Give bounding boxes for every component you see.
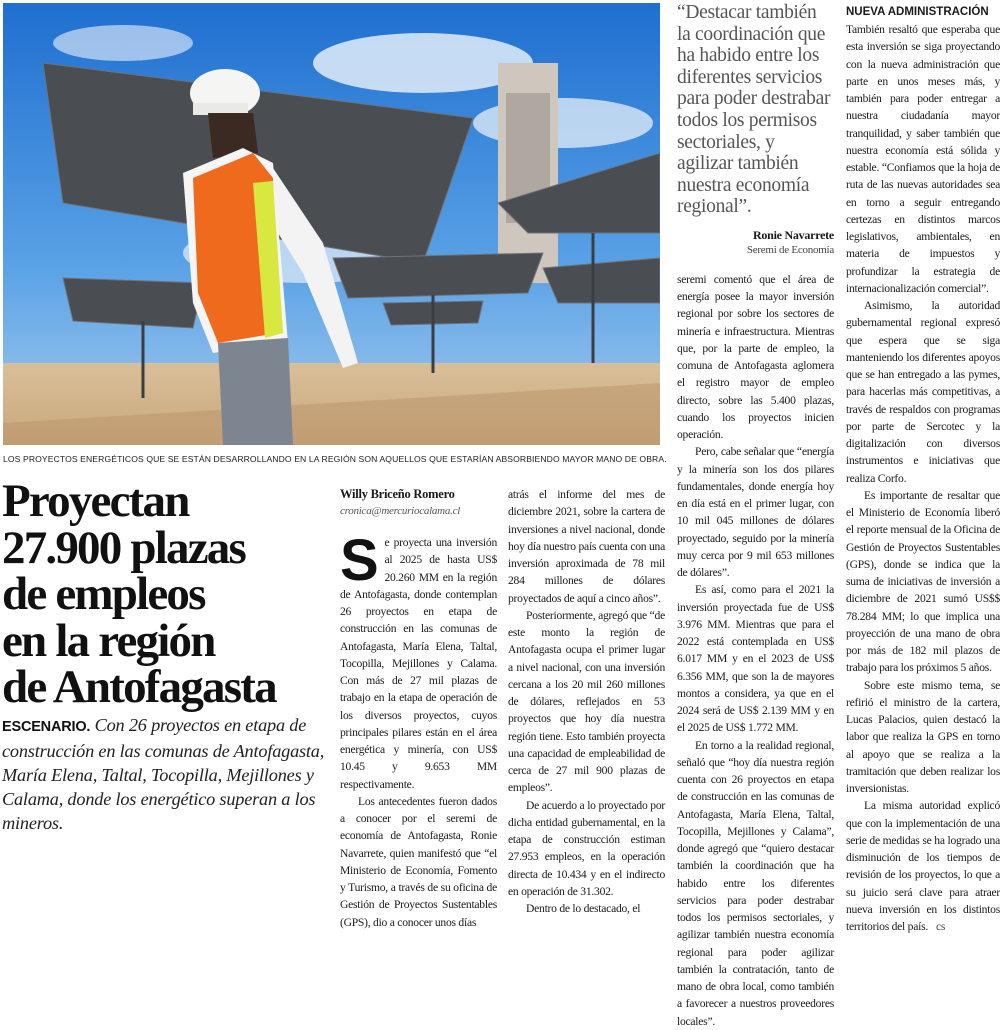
body-paragraph: Asimismo, la autoridad gubernamental regional expresó que espera que se siga manteniendo los diferentes apoyos que se han entregado a las pymes, para hacerlas más competitivas, a través de respaldos con programas por parte de Sercotec y la digitalización con diversos instrumentos e iniciativas que realiza Corfo. [846, 299, 1000, 485]
article-column-4 [846, 4, 1000, 935]
article-column-3 [677, 0, 834, 1030]
headline-line: Proyectan [2, 475, 189, 527]
lead-text: Con 26 proyectos en etapa de construcción en las comunas de Antofagasta, María Elena, Taltal, Tocopilla, Mejillones y Calama, donde los energético superan a los mineros. [2, 715, 325, 833]
body-paragraph: Es importante de resaltar que el Ministerio de Economía liberó el reporte mensual de la Oficina de Gestión de Proyectos Sustentables (GPS), donde se indica que la suma de iniciativas de inversión a diciembre de 2021 sumó US$$ 78.284 MM; lo que implica una proyección de una mano de obra por más de 182 mil plazos de trabajo para los próximos 5 años. [846, 488, 1000, 675]
solar-plant-worker-photo [3, 3, 660, 445]
body-paragraph: Posteriormente, agregó que “de este monto la región de Antofagasta ocupa el primer lugar a nivel nacional, con una inversión cercana a los 20 mil 260 millones de dólares, reflejados en 53 proyectos que hoy día nuestra región tiene. Esto también proyecta una capacidad de empleabilidad de cerca de 27 mil 900 plazas de empleos”. [508, 608, 665, 795]
body-paragraph [340, 528, 497, 793]
body-paragraph: Dentro de lo destacado, el [526, 902, 641, 915]
headline-line: de empleos [2, 568, 205, 620]
body-paragraph: Pero, cabe señalar que “energía y la minería son los dos pilares fundamentales, donde energía hoy en día está en el primer lugar, con 10 mil 045 millones de dólares proyectado, seguido por la minería muy cerca por 9 mil 653 millones de dólares”. [677, 445, 834, 580]
body-text: e proyecta una inversión al 2025 de hasta US$ 20.260 MM en la región de Antofagasta, donde contemplan 26 proyectos en etapa de construcción en las comunas de Antofagasta, María Elena, Taltal, Tocopilla, Mejillones y Calama. Con más de 27 mil plazas de trabajo en la etapa de operación de los diversos proyectos, cuyos principales pilares están en el área energética y minería, con US$ 10.45 y 9.653 MM respectivamente. [340, 536, 497, 791]
lead-paragraph [2, 713, 327, 835]
article-column-2 [508, 486, 665, 917]
drop-cap: S [340, 528, 379, 593]
body-paragraph: En torno a la realidad regional, señaló que “hoy día nuestra región cuenta con 26 proyectos en etapa de construcción en las comunas de Antofagasta, María Elena, Taltal, Tocopilla, Mejillones y Calama”, donde agregó que “quiero destacar también la coordinación que ha habido entre los diferentes servicios para poder destrabar todos los permisos sectoriales, y agilizar también nuestra economía regional para poder agilizar también la contratación, tanto de mano de obra local, como también a favorecer a nuestros proveedores locales”. [677, 738, 834, 1028]
body-paragraph: atrás el informe del mes de diciembre 2021, sobre la cartera de inversiones a nivel nacional, donde hoy día nuestro país cuenta con una inversión aproximada de 78 mil 284 millones de dólares proyectados de aquí a cinco años”. [508, 488, 665, 605]
article-photo [3, 3, 660, 445]
headline [2, 475, 337, 713]
pull-quote-role: Seremi de Economía [746, 243, 834, 256]
body-paragraph: Los antecedentes fueron dados a conocer por el seremi de economía de Antofagasta, Ronie Navarrete, quien manifestó que “el Ministerio de Economía, Fomento y Turismo, a través de su oficina de Gestión de Proyectos Sustentables (GPS), dio a conocer unos días [340, 794, 497, 929]
pull-quote-name: Ronie Navarrete [753, 227, 834, 242]
headline-line: 27.900 plazas [2, 521, 245, 574]
body-paragraph: De acuerdo a lo proyectado por dicha entidad gubernamental, en la etapa de construcción estiman 27.953 empleos, en la operación directa de 10.434 y en el indirecto en operación de 31.302. [508, 798, 665, 898]
body-paragraph: seremi comentó que el área de energía posee la mayor inversión regional por sobre los sectores de minería e infraestructura. Mientras que, por la parte de empleo, la comuna de Antofagasta aglomera el registro mayor de empleo directo, sobre las 5.400 plazas, cuando los proyectos inicien operación. [677, 272, 834, 442]
body-paragraph [846, 797, 1000, 935]
body-text: La misma autoridad explicó que con la implementación de una serie de medidas se ha logrado una disminución de los tiempos de revisión de los proyectos, lo que a su juicio será clave para atraer nueva inversión en los distintos territorios del país. [846, 799, 1000, 933]
headline-line: de Antofagasta [2, 661, 276, 713]
body-paragraph: Es así, como para el 2021 la inversión proyectada fue de US$ 3.976 MM. Mientras que para el 2022 está contemplada en US$ 6.017 MM y en el 2023 de US$ 6.356 MM, que son la de mayores montos a considera, ya que en el 2024 será de US$ 2.139 MM y en el 2025 de US$ 1.772 MM. [677, 583, 834, 735]
end-of-article-mark: cs [936, 920, 946, 933]
headline-line: en la región [2, 614, 215, 667]
body-paragraph: Sobre este mismo tema, se refirió el ministro de la cartera, Lucas Palacios, quien destacó la labor que realiza la GPS en torno al apoyo que se realiza a la tramitación que deben realizar los inversionistas. [846, 678, 1000, 795]
pull-quote: “Destacar también la coordinación que ha habido entre los diferentes servicios para poder destrabar todos los permisos sectoriales, y agilizar también nuestra economía regional”. [677, 2, 831, 218]
photo-caption: LOS PROYECTOS ENERGÉTICOS QUE SE ESTÁN DESARROLLANDO EN LA REGIÓN SON AQUELLOS QUE ESTARÍAN ABSORBIENDO MAYOR MANO DE OBRA. [3, 454, 667, 464]
lead-kicker: ESCENARIO. [2, 719, 91, 735]
byline-author: Willy Briceño Romero [340, 487, 455, 501]
article-column-1 [340, 486, 497, 931]
byline-email[interactable]: cronica@mercuriocalama.cl [340, 505, 461, 517]
body-paragraph: También resaltó que esperaba que esta inversión se siga proyectando con la nueva administración que parte en unos meses más, y también para poder entregar a nuestra ciudadanía mayor tranquilidad, y saber también que nuestra economía está sólida y estable. “Confiamos que la hoja de ruta de las nuevas autoridades sea en torno a seguir entregando certezas en distintos marcos legislativos, ambientales, en materia de impuestos y profundizar la estrategia de internacionalización comercial”. [846, 23, 1000, 295]
section-subhead: NUEVA ADMINISTRACIÓN [846, 6, 989, 18]
